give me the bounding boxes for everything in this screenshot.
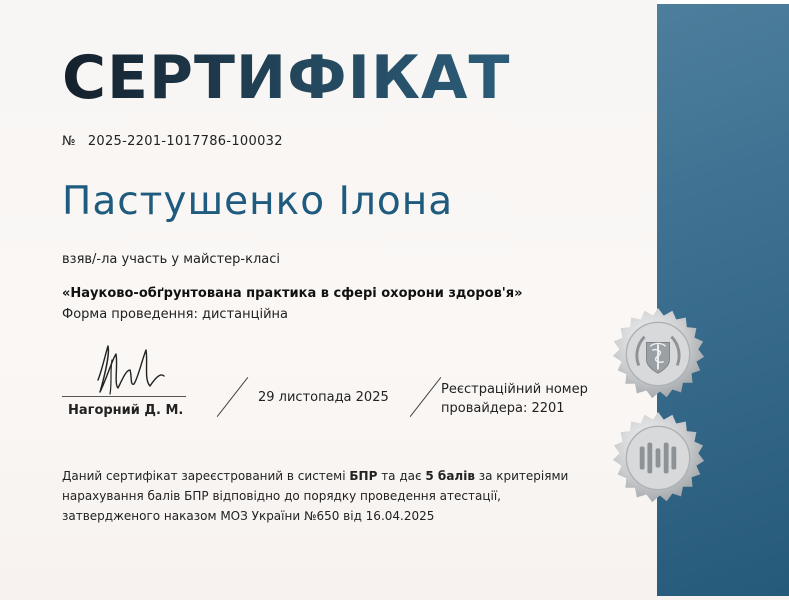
participation-text: взяв/-ла участь у майстер-класі [62, 252, 280, 267]
signer-name: Нагорний Д. М. [68, 403, 184, 418]
certificate-title: СЕРТИФІКАТ [62, 38, 510, 118]
issue-date: 29 листопада 2025 [258, 390, 389, 405]
course-title: «Науково-обґрунтована практика в сфері охорони здоров'я» [62, 286, 523, 301]
footer-bold-points: 5 балів [425, 469, 475, 483]
laurel-medical-emblem-seal-icon [610, 306, 706, 402]
footer-part1: Даний сертифікат зареєстрований в системі [62, 469, 350, 483]
separator-slash [410, 377, 442, 417]
provider-reg-line1: Реєстраційний номер [441, 382, 588, 397]
format-text: Форма проведення: дистанційна [62, 307, 288, 322]
certificate-number: 2025-2201-1017786-100032 [87, 134, 283, 149]
footer-part2: та дає [377, 469, 426, 483]
footer-part3: за критеріями нарахування балів БПР відповідно до порядку проведення атестації, затвердженого наказом МОЗ України №650 від 16.04.2025 [62, 469, 569, 523]
recipient-name: Пастушенко Ілона [62, 179, 454, 224]
provider-reg-line2: провайдера: 2201 [441, 401, 565, 416]
provider-registration [441, 380, 588, 418]
signature [80, 340, 190, 400]
abstract-lines-seal-icon [610, 410, 706, 506]
blue-side-band [657, 4, 789, 596]
footer-text [62, 466, 602, 526]
certificate-number-line [62, 134, 283, 149]
number-sign: № [62, 134, 76, 149]
footer-bold-bpr: БПР [349, 469, 378, 483]
signature-line [62, 396, 186, 397]
separator-slash [217, 377, 249, 417]
